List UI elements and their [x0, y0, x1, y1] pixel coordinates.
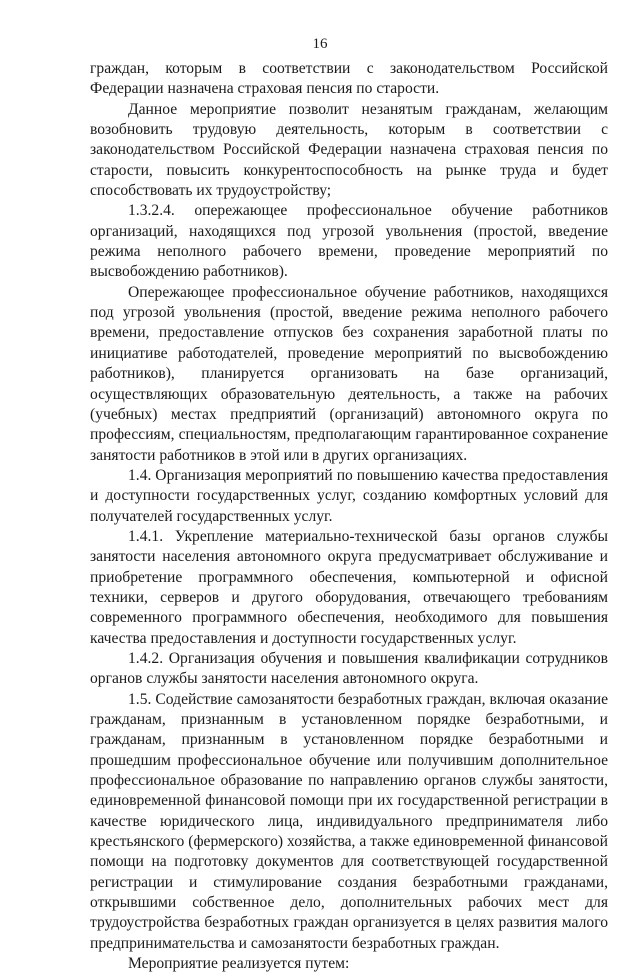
- paragraph-continuation: граждан, которым в соответствии с законодательством Российской Федерации назначена страховая пенсия по старости.: [90, 60, 608, 98]
- paragraph-item-1-4: 1.4. Организация мероприятий по повышению качества предоставления и доступности государственных услуг, созданию комфортных условий для получателей государственных услуг.: [90, 466, 608, 525]
- page-number: 16: [312, 36, 328, 52]
- paragraph-advance-training: Опережающее профессиональное обучение работников, находящихся под угрозой увольнения (простой, введение режима неполного рабочего времени, предоставление отпусков без сохранения заработной платы по инициативе работодателей, проведение мероприятий по высвобождению работников), планируется организовать на базе организаций, осуществляющих образовательную деятельность, а также на рабочих (учебных) местах предприятий (организаций) автономного округа по профессиям, специальностям, предполагающим гарантированное сохранение занятости работников в этой или в других организациях.: [90, 283, 608, 464]
- paragraph-item-1-3-2-4: 1.3.2.4. опережающее профессиональное обучение работников организаций, находящихся под угрозой увольнения (простой, введение режима неполного рабочего времени, проведение мероприятий по высвобождению работников).: [90, 202, 608, 281]
- paragraph-measure-description: Данное мероприятие позволит незанятым гражданам, желающим возобновить трудовую деятельность, которым в соответствии с законодательством Российской Федерации назначена страховая пенсия по старости, повысить конкурентоспособность на рынке труда и будет способствовать их трудоустройству;: [90, 100, 608, 200]
- paragraph-item-1-4-2: 1.4.2. Организация обучения и повышения квалификации сотрудников органов службы занятости населения автономного округа.: [90, 649, 608, 688]
- paragraph-item-1-5: 1.5. Содействие самозанятости безработных граждан, включая оказание гражданам, признанным в установленном порядке безработными, и гражданам, признанным в установленном порядке безработными и прошедшим профессиональное обучение или получившим дополнительное профессиональное образование по направлению органов службы занятости, единовременной финансовой помощи при их государственной регистрации в качестве юридического лица, индивидуального предпринимателя либо крестьянского (фермерского) хозяйства, а также единовременной финансовой помощи на подготовку документов для соответствующей государственной регистрации и стимулирование создания безработными гражданами, открывшими собственное дело, дополнительных рабочих мест для трудоустройства безработных граждан организуется в целях развития малого предпринимательства и самозанятости безработных граждан.: [90, 690, 608, 952]
- paragraph-item-1-4-1: 1.4.1. Укрепление материально-технической базы органов службы занятости населения автономного округа предусматривает обслуживание и приобретение программного обеспечения, компьютерной и офисной техники, серверов и другого оборудования, отвечающего требованиям современного программного обеспечения, необходимого для повышения качества предоставления и доступности государственных услуг.: [90, 527, 608, 647]
- paragraph-implementation-intro: Мероприятие реализуется путем:: [128, 955, 350, 973]
- document-body: [90, 59, 608, 974]
